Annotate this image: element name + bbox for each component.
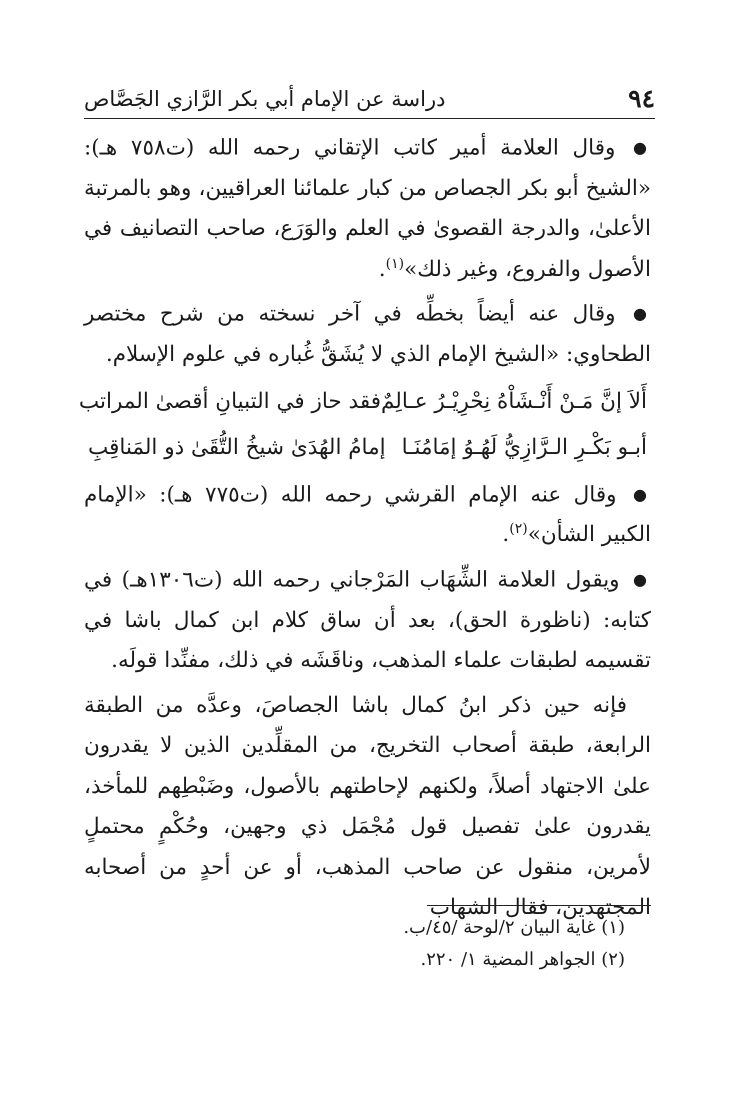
paragraph-itqani	[84, 128, 651, 290]
paragraph-ibn-kamal: فإنه حين ذكر ابنُ كمال باشا الجصاصَ، وعدَّه من الطبقة الرابعة، طبقة أصحاب التخريج، من المقلِّدين الذين لا يقدرون علىٰ الاجتهاد أصلاً، ولكنهم لإحاطتهم بالأصول، وضَبْطِهم للمأخذ، يقدرون علىٰ تفصيل قول مُجْمَل ذي وجهين، وحُكْمٍ محتملٍ لأمرين، منقول عن صاحب المذهب، أو عن أحدٍ من أصحابه المجتهدين، فقال الشهاب	[84, 692, 651, 920]
page-body	[78, 128, 651, 929]
paragraph-qurashi-text: وقال عنه الإمام القرشي رحمه الله (ت٧٧٥ هـ): «الإمام الكبير الشأن»	[84, 481, 651, 548]
verse-2-first-hemistich: أبـو بَكْـرِ الـرَّازِيُّ لَهُـوُ إمَامُنَـا	[401, 435, 647, 460]
paragraph-itqani-end: .	[378, 256, 386, 282]
bullet-icon: ●	[633, 569, 647, 589]
bullet-icon: ●	[633, 138, 647, 157]
bullet-icon: ●	[633, 484, 647, 504]
verse-1-first-hemistich: أَلاَ إنَّ مَـنْ أَنْـشَاْهُ نِحْرِيْـرُ عـالِمٌ	[380, 388, 647, 414]
footnote-separator	[427, 905, 651, 906]
footnote-1: (١) غاية البيان ٢/لوحة /٤٥/ب.	[403, 917, 625, 938]
footnote-ref-2: (٢)	[509, 521, 528, 538]
bullet-icon: ●	[633, 304, 647, 324]
footnote-ref-1: (١)	[385, 255, 405, 272]
footnote-2: (٢) الجواهر المضية ١/ ٢٢٠.	[420, 949, 625, 970]
running-title: دراسة عن الإمام أبي بكر الرَّازي الجَصَّاص	[84, 87, 446, 111]
paragraph-qurashi	[84, 475, 651, 556]
verse-line-2	[84, 428, 651, 469]
paragraph-qurashi-end: .	[502, 522, 510, 548]
page-number: ٩٤	[628, 84, 655, 113]
paragraph-marjani	[84, 560, 651, 682]
verse-line-1	[78, 382, 651, 423]
paragraph-marjani-text: ويقول العلامة الشِّهَاب المَرْجاني رحمه الله (ت١٣٠٦هـ) في كتابه: (ناظورة الحق)، بعد أن ساق كلام ابن كمال باشا في تقسيمه لطبقات علماء المذهب، وناقَشَه في ذلك، مفنِّدا قولَه.	[84, 567, 651, 673]
paragraph-itqani-2-text: وقال عنه أيضاً بخطِّه في آخر نسخته من شرح مختصر الطحاوي: «الشيخ الإمام الذي لا يُشَقُّ غُباره في علوم الإسلام.	[84, 301, 651, 367]
footnotes	[84, 912, 625, 976]
verse-1-second-hemistich: فقد حاز في التبيانِ أقصىٰ المراتب	[78, 388, 381, 414]
paragraph-itqani-text: وقال العلامة أمير كاتب الإتقاني رحمه الله (ت٧٥٨ هـ): «الشيخ أبو بكر الجصاص من كبار علمائنا العراقيين، وهو بالمرتبة الأعلىٰ، والدرجة القصوىٰ في العلم والوَرَع، صاحب التصانيف في الأصول والفروع، وغير ذلك»	[84, 135, 651, 282]
page-header	[84, 74, 655, 119]
verse-2-second-hemistich: إمامُ الهُدَىٰ شيخُ التُّقَىٰ ذو المَناقِبِ	[88, 435, 386, 460]
paragraph-itqani-2	[84, 294, 651, 375]
